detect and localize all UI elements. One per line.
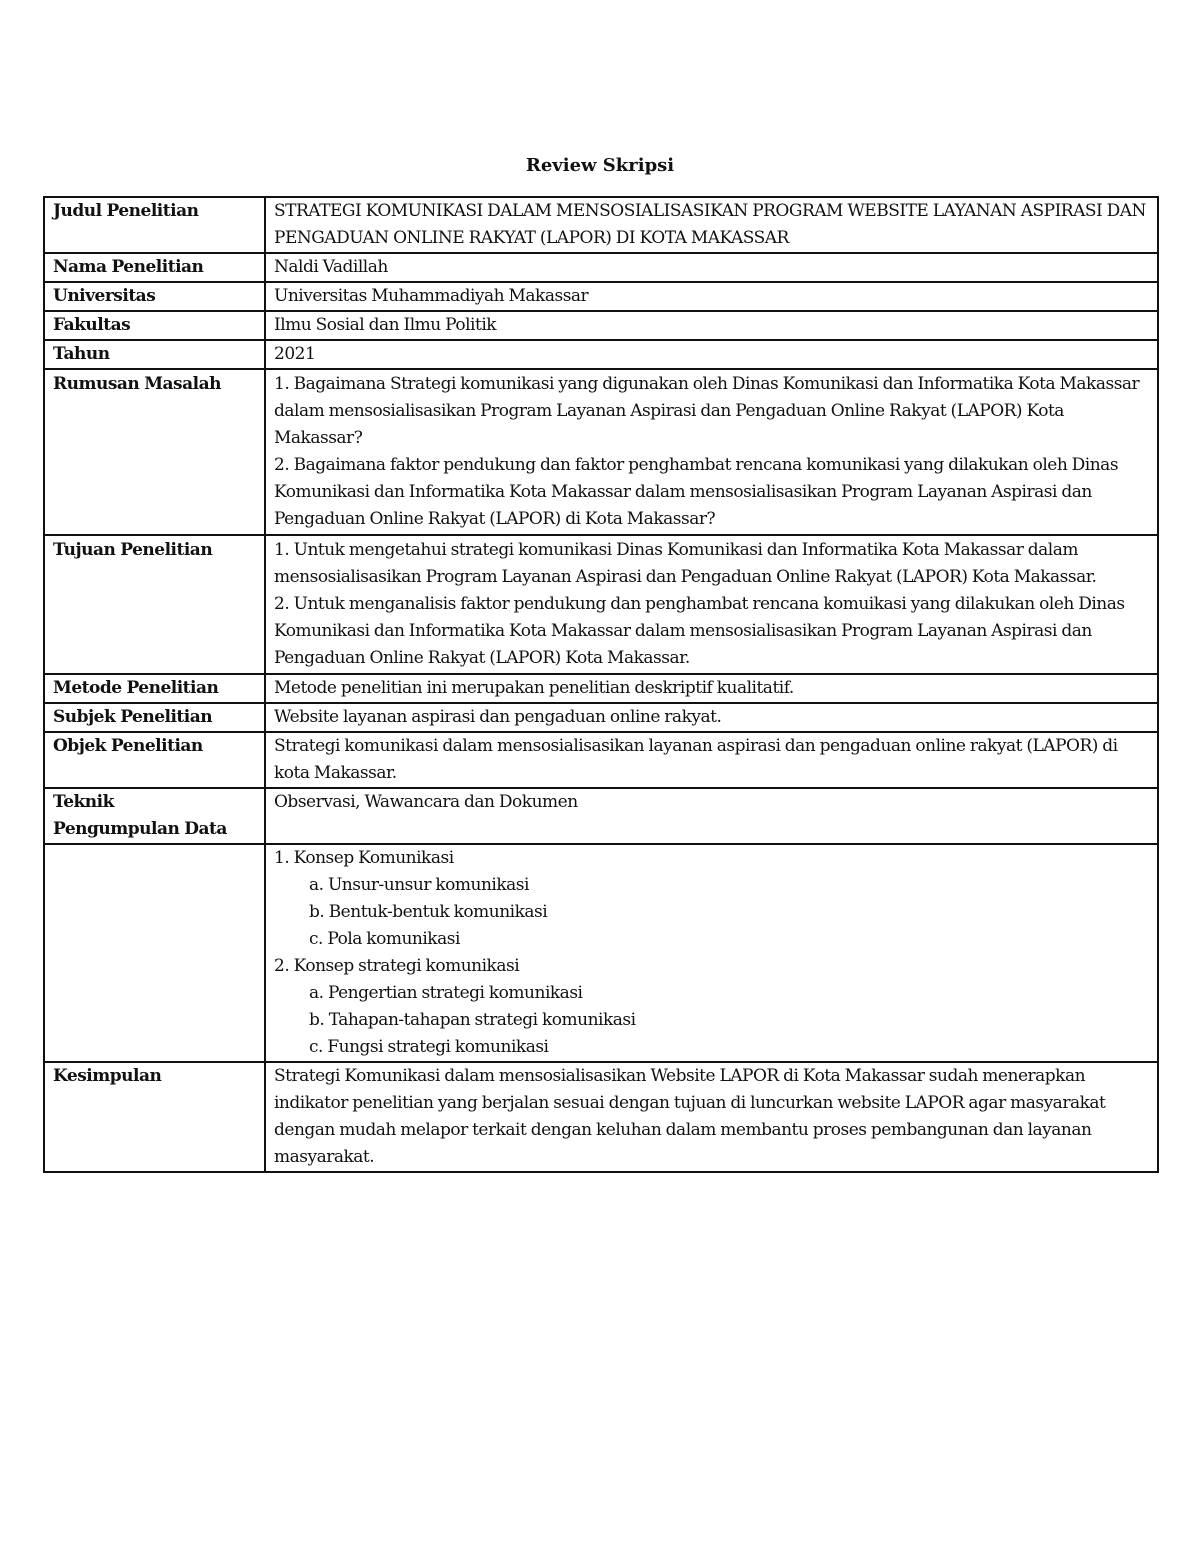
- row-label-konsep: [44, 844, 265, 1062]
- row-value-judul: STRATEGI KOMUNIKASI DALAM MENSOSIALISASIKAN PROGRAM WEBSITE LAYANAN ASPIRASI DAN PENGADUAN ONLINE RAKYAT (LAPOR) DI KOTA MAKASSAR: [265, 197, 1158, 253]
- row-value-tahun: 2021: [265, 340, 1158, 369]
- list-item: a. Unsur-unsur komunikasi: [309, 875, 529, 895]
- row-label-fakultas: Fakultas: [44, 311, 265, 340]
- list-item: 2. Bagaimana faktor pendukung dan faktor penghambat rencana komunikasi yang dilakukan oleh Dinas Komunikasi dan Informatika Kota Makassar dalam mensosialisasikan Program Layanan Aspirasi dan Pengaduan Online Rakyat (LAPOR) di Kota Makassar?: [274, 455, 1119, 529]
- row-label-metode: Metode Penelitian: [44, 674, 265, 703]
- row-value-objek: Strategi komunikasi dalam mensosialisasikan layanan aspirasi dan pengaduan online rakyat (LAPOR) di kota Makassar.: [265, 732, 1158, 788]
- list-item: 2. Untuk menganalisis faktor pendukung dan penghambat rencana komuikasi yang dilakukan oleh Dinas Komunikasi dan Informatika Kota Makassar dalam mensosialisasikan Program Layanan Aspirasi dan Pengaduan Online Rakyat (LAPOR) Kota Makassar.: [274, 594, 1125, 668]
- table-row: [44, 282, 1158, 311]
- table-row: [44, 674, 1158, 703]
- row-value-rumusan: [265, 369, 1158, 535]
- review-table: [43, 196, 1159, 1173]
- list-item: b. Bentuk-bentuk komunikasi: [309, 902, 548, 922]
- list-item: c. Fungsi strategi komunikasi: [309, 1037, 549, 1057]
- table-row: [44, 253, 1158, 282]
- row-label-subjek: Subjek Penelitian: [44, 703, 265, 732]
- list-item: a. Pengertian strategi komunikasi: [309, 983, 583, 1003]
- table-row: [44, 311, 1158, 340]
- row-value-fakultas: Ilmu Sosial dan Ilmu Politik: [265, 311, 1158, 340]
- row-value-teknik: Observasi, Wawancara dan Dokumen: [265, 788, 1158, 844]
- row-value-tujuan: [265, 535, 1158, 674]
- page-title: Review Skripsi: [525, 155, 675, 176]
- row-value-konsep: [265, 844, 1158, 1062]
- table-row: [44, 703, 1158, 732]
- row-label-rumusan: Rumusan Masalah: [44, 369, 265, 535]
- list-heading: 1. Konsep Komunikasi: [274, 848, 454, 868]
- table-row: [44, 369, 1158, 535]
- list-item: 1. Bagaimana Strategi komunikasi yang digunakan oleh Dinas Komunikasi dan Informatika Kota Makassar dalam mensosialisasikan Program Layanan Aspirasi dan Pengaduan Online Rakyat (LAPOR) Kota Makassar?: [274, 374, 1140, 448]
- row-value-nama: Naldi Vadillah: [265, 253, 1158, 282]
- table-row: [44, 732, 1158, 788]
- row-label-tujuan: Tujuan Penelitian: [44, 535, 265, 674]
- table-row: [44, 535, 1158, 674]
- row-label-objek: Objek Penelitian: [44, 732, 265, 788]
- row-label-nama: Nama Penelitian: [44, 253, 265, 282]
- row-label-teknik-line1: Teknik: [53, 792, 114, 812]
- row-label-teknik-line2: Pengumpulan Data: [53, 819, 227, 839]
- list-heading: 2. Konsep strategi komunikasi: [274, 956, 520, 976]
- row-value-universitas: Universitas Muhammadiyah Makassar: [265, 282, 1158, 311]
- list-item: 1. Untuk mengetahui strategi komunikasi Dinas Komunikasi dan Informatika Kota Makassar dalam mensosialisasikan Program Layanan Aspirasi dan Pengaduan Online Rakyat (LAPOR) Kota Makassar.: [274, 540, 1097, 587]
- row-label-tahun: Tahun: [44, 340, 265, 369]
- table-row: [44, 1062, 1158, 1172]
- table-row: [44, 197, 1158, 253]
- row-value-subjek: Website layanan aspirasi dan pengaduan online rakyat.: [265, 703, 1158, 732]
- list-item: c. Pola komunikasi: [309, 929, 460, 949]
- table-row: [44, 788, 1158, 844]
- row-label-universitas: Universitas: [44, 282, 265, 311]
- row-label-judul: Judul Penelitian: [44, 197, 265, 253]
- row-value-metode: Metode penelitian ini merupakan penelitian deskriptif kualitatif.: [265, 674, 1158, 703]
- row-label-teknik: [44, 788, 265, 844]
- table-row: [44, 340, 1158, 369]
- table-row: [44, 844, 1158, 1062]
- row-value-kesimpulan: Strategi Komunikasi dalam mensosialisasikan Website LAPOR di Kota Makassar sudah menerapkan indikator penelitian yang berjalan sesuai dengan tujuan di luncurkan website LAPOR agar masyarakat dengan mudah melapor terkait dengan keluhan dalam membantu proses pembangunan dan layanan masyarakat.: [265, 1062, 1158, 1172]
- row-label-kesimpulan: Kesimpulan: [44, 1062, 265, 1172]
- list-item: b. Tahapan-tahapan strategi komunikasi: [309, 1010, 636, 1030]
